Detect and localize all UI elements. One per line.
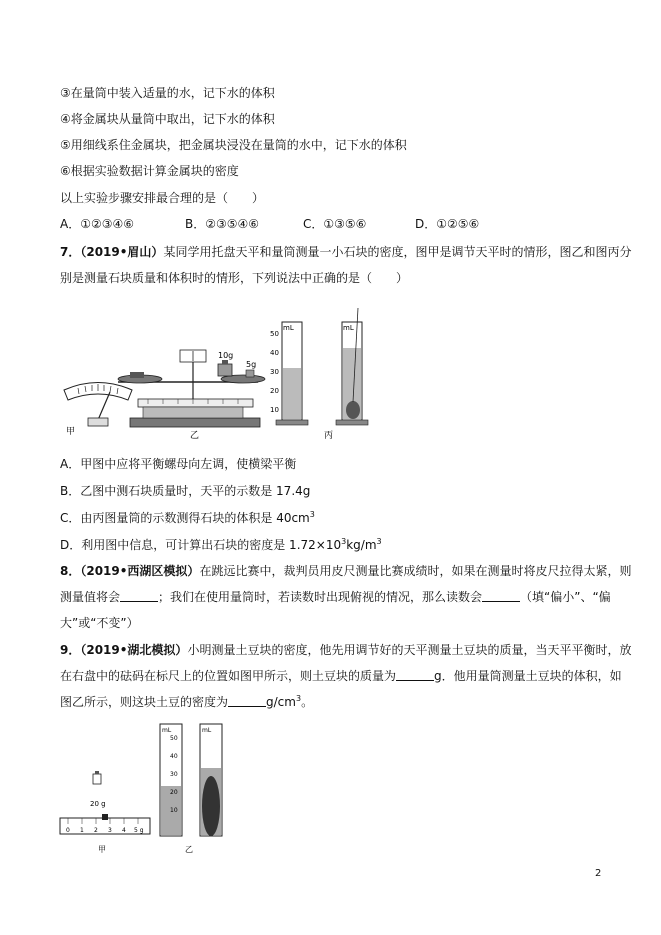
q9-text-3-sup: 3 xyxy=(295,694,302,703)
q9-text-2a: 在右盘中的砝码在标尺上的位置如图甲所示，则土豆块的质量为 xyxy=(60,669,397,683)
q7-option-d-text: D．利用图中信息，可计算出石块的密度是 1.72×10 xyxy=(60,538,342,552)
step-3: ③在量筒中装入适量的水，记下水的体积 xyxy=(60,86,275,100)
q8-text-2a: 测量值将会 xyxy=(60,590,121,604)
q7-option-b: B．乙图中测石块质量时，天平的示数是 17.4g xyxy=(60,484,311,498)
q7-text-2: 别是测量石块质量和体积时的情形，下列说法中正确的是（ ） xyxy=(60,271,409,285)
scale-tick: 2 xyxy=(94,827,98,834)
q9-cyl1-tick: 20 xyxy=(170,789,178,796)
q9-text-3b: g/cm xyxy=(266,695,296,709)
scale-tick: 4 xyxy=(122,827,126,834)
q9-cyl2-unit: mL xyxy=(202,727,212,734)
q8-text-2c: （填“偏小”、“偏 xyxy=(520,590,611,604)
q6-prompt: 以上实验步骤安排最合理的是（ ） xyxy=(60,191,265,205)
q8-blank-1[interactable] xyxy=(120,590,158,602)
q9-figure xyxy=(58,716,238,856)
q9-blank-2[interactable] xyxy=(228,695,266,707)
q8-source: （2019•西湖区模拟） xyxy=(80,564,200,578)
q9-cyl1-tick: 50 xyxy=(170,735,178,742)
q9-cyl1-tick: 10 xyxy=(170,807,178,814)
q9-line-3 xyxy=(60,694,313,710)
q7-option-c-text: C．由丙图量筒的示数测得石块的体积是 40cm xyxy=(60,511,310,525)
q7-option-a: A．甲图中应将平衡螺母向左调，使横梁平衡 xyxy=(60,457,297,471)
cyl1-tick: 50 xyxy=(270,330,279,338)
q9-cylinders xyxy=(160,724,222,854)
jia-label: 甲 xyxy=(66,427,76,437)
q8-text-1: 在跳远比赛中，裁判员用皮尺测量比赛成绩时，如果在测量时将皮尺拉得太紧，则 xyxy=(199,564,632,578)
q9-text-2b: g．他用量筒测量土豆块的体积，如 xyxy=(434,669,622,683)
scale-tick: 1 xyxy=(80,827,84,834)
weight-20g: 20 g xyxy=(90,800,106,808)
q7-option-d-unit: kg/m xyxy=(346,538,377,552)
cyl2-unit: mL xyxy=(343,324,354,332)
q7-text-1: 某同学用托盘天平和量筒测量一小石块的密度，图甲是调节天平时的情形，图乙和图丙分 xyxy=(163,245,632,259)
scale-tick: 0 xyxy=(66,827,70,834)
step-5: ⑤用细线系住金属块，把金属块浸没在量筒的水中，记下水的体积 xyxy=(60,138,407,152)
cyl1-tick: 10 xyxy=(270,406,279,414)
scale-tick: 5 g xyxy=(134,827,144,834)
cyl1-tick: 30 xyxy=(270,368,279,376)
step-4: ④将金属块从量筒中取出，记下水的体积 xyxy=(60,112,275,126)
q7-option-c-sup: 3 xyxy=(309,510,315,519)
q7-source: （2019•眉山） xyxy=(80,245,164,259)
q7-option-d-sup: 3 xyxy=(341,537,347,546)
q9-line-2 xyxy=(60,668,622,684)
q7-number: 7． xyxy=(60,245,81,259)
beam-scale-figure xyxy=(60,771,150,854)
q9-cyl1-unit: mL xyxy=(162,727,172,734)
cyl1-tick: 20 xyxy=(270,387,279,395)
cylinder-figure xyxy=(270,308,368,441)
bing-label: 丙 xyxy=(324,431,334,441)
balance-dial-figure xyxy=(64,383,132,438)
q8-text-3: 大”或“不变”） xyxy=(60,616,139,630)
step-6: ⑥根据实验数据计算金属块的密度 xyxy=(60,164,239,178)
weight-5g: 5g xyxy=(246,360,257,369)
q6-option-d: D．①②⑤⑥ xyxy=(415,217,480,231)
q7-option-c xyxy=(60,510,315,526)
q9-blank-1[interactable] xyxy=(396,669,434,681)
yi-label: 乙 xyxy=(190,431,200,441)
cyl1-tick: 40 xyxy=(270,349,279,357)
scale-tick: 3 xyxy=(108,827,112,834)
q9-source: （2019•湖北模拟） xyxy=(80,643,188,657)
q7-line-1 xyxy=(60,244,631,260)
q9-jia-label: 甲 xyxy=(98,845,106,854)
q9-text-3a: 图乙所示，则这块土豆的密度为 xyxy=(60,695,229,709)
cyl1-unit: mL xyxy=(283,324,294,332)
q9-line-1 xyxy=(60,642,631,658)
q7-option-d xyxy=(60,537,382,553)
balance-figure xyxy=(118,350,265,441)
weight-10g: 10g xyxy=(218,351,234,360)
page-number: 2 xyxy=(595,868,602,879)
q6-option-a: A．①②③④⑥ xyxy=(60,217,134,231)
q7-figure xyxy=(58,300,378,445)
q8-number: 8． xyxy=(60,564,81,578)
q9-text-1: 小明测量土豆块的密度，他先用调节好的天平测量土豆块的质量，当天平平衡时，放 xyxy=(187,643,632,657)
q6-option-b: B．②③⑤④⑥ xyxy=(185,217,260,231)
q6-option-c: C．①③⑤⑥ xyxy=(303,217,367,231)
q9-number: 9． xyxy=(60,643,81,657)
q8-line-2 xyxy=(60,589,611,605)
q8-line-1 xyxy=(60,563,631,579)
q7-option-d-sup2: 3 xyxy=(376,537,382,546)
q9-text-3-end: 。 xyxy=(301,695,314,709)
q9-cyl1-tick: 30 xyxy=(170,771,178,778)
q8-blank-2[interactable] xyxy=(482,590,520,602)
q9-yi-label: 乙 xyxy=(185,845,193,854)
q8-text-2b: ；我们在使用量筒时，若读数时出现俯视的情况，那么读数会 xyxy=(158,590,483,604)
q9-cyl1-tick: 40 xyxy=(170,753,178,760)
